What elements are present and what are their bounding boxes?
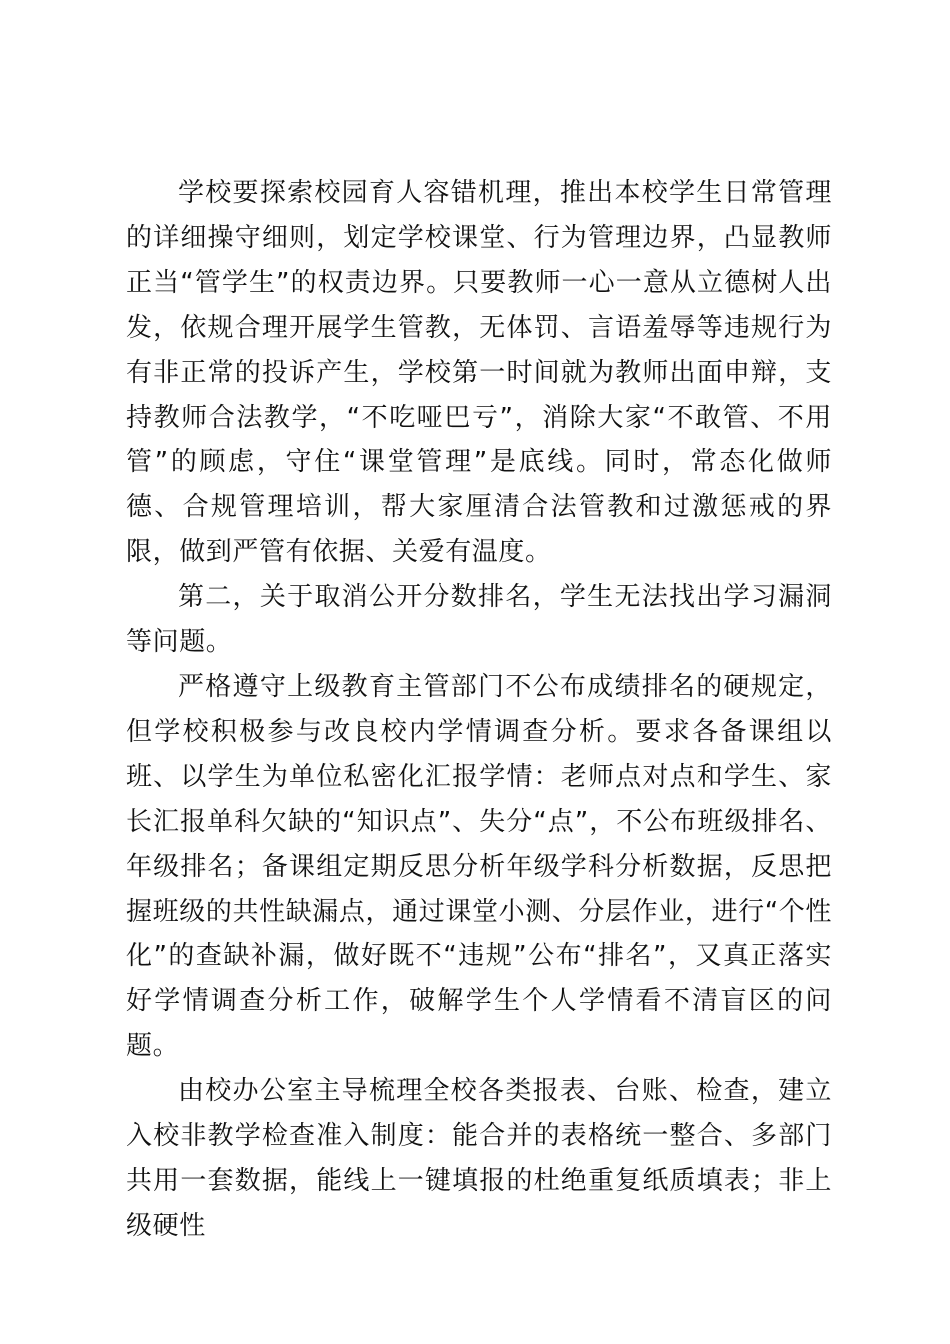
paragraph: 严格遵守上级教育主管部门不公布成绩排名的硬规定，但学校积极参与改良校内学情调查分析。要求各备课组以班、以学生为单位私密化汇报学情：老师点对点和学生、家长汇报单科欠缺的“知识点”、失分“点”，不公布班级排名、年级排名；备课组定期反思分析年级学科分析数据，反思把握班级的共性缺漏点，通过课堂小测、分层作业，进行“个性化”的查缺补漏，做好既不“违规”公布“排名”，又真正落实好学情调查分析工作，破解学生个人学情看不清盲区的问题。 bbox=[126, 671, 832, 1062]
paragraph: 第二，关于取消公开分数排名，学生无法找出学习漏洞等问题。 bbox=[126, 582, 832, 658]
paragraph: 由校办公室主导梳理全校各类报表、台账、检查，建立入校非教学检查准入制度：能合并的表格统一整合、多部门共用一套数据，能线上一键填报的杜绝重复纸质填表；非上级硬性 bbox=[126, 1076, 832, 1241]
document-body bbox=[126, 171, 832, 1249]
paragraph: 学校要探索校园育人容错机理，推出本校学生日常管理的详细操守细则，划定学校课堂、行为管理边界，凸显教师正当“管学生”的权责边界。只要教师一心一意从立德树人出发，依规合理开展学生管教，无体罚、言语羞辱等违规行为有非正常的投诉产生，学校第一时间就为教师出面申辩，支持教师合法教学，“不吃哑巴亏”，消除大家“不敢管、不用管”的顾虑，守住“课堂管理”是底线。同时，常态化做师德、合规管理培训，帮大家厘清合法管教和过激惩戒的界限，做到严管有依据、关爱有温度。 bbox=[126, 178, 832, 568]
